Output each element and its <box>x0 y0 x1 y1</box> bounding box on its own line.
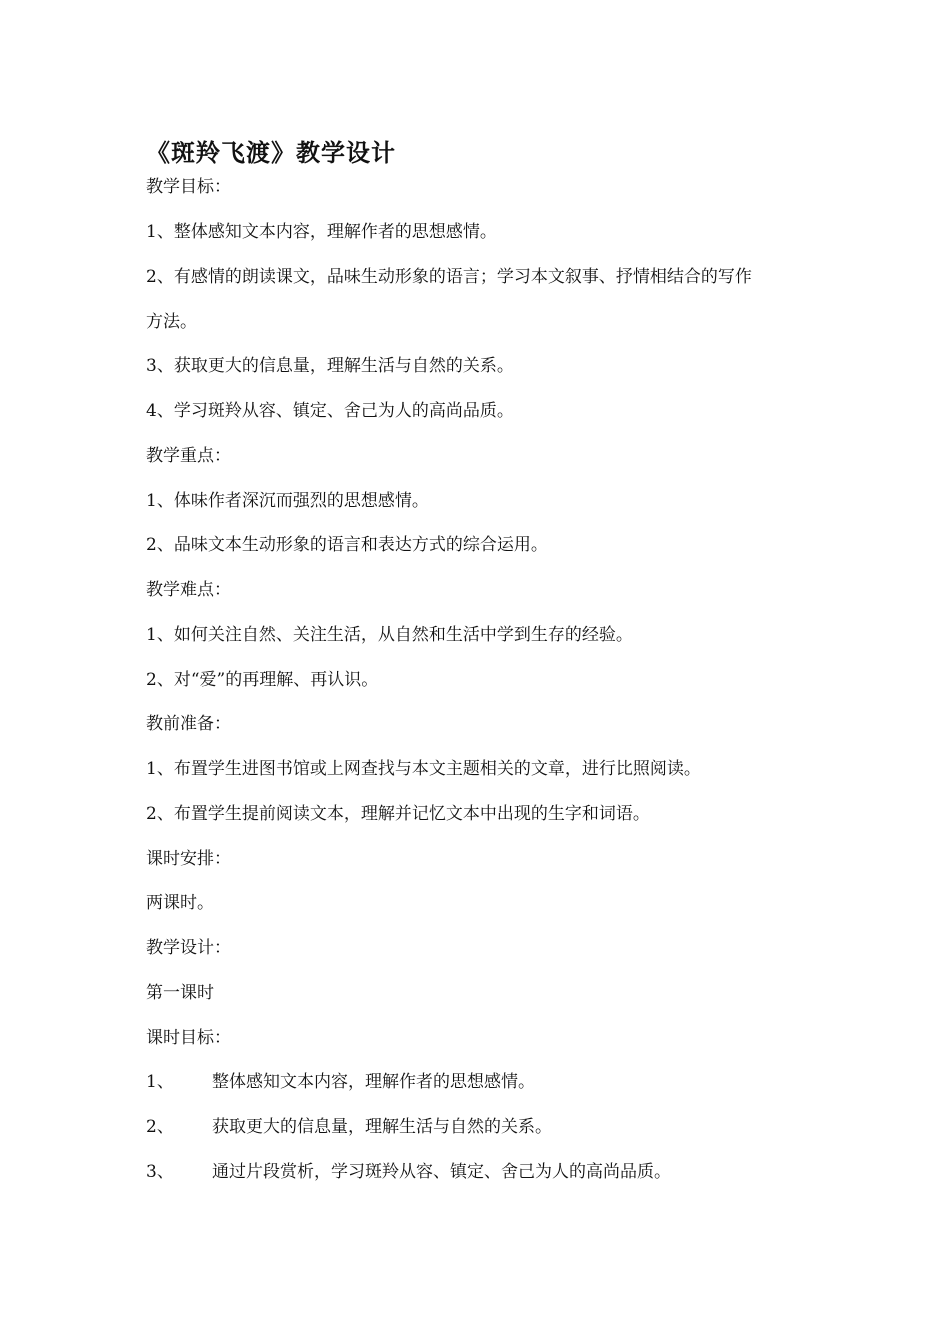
section-heading-schedule: 课时安排： <box>146 849 231 869</box>
numbered-goal <box>146 1162 671 1182</box>
goal-number: 2、 <box>146 1117 174 1137</box>
section-heading-difficulties: 教学难点： <box>146 580 231 600</box>
numbered-goal <box>146 1072 535 1092</box>
paragraph: 1、布置学生进图书馆或上网查找与本文主题相关的文章，进行比照阅读。 <box>146 759 701 779</box>
section-heading-preparation: 教前准备： <box>146 714 231 734</box>
paragraph: 4、学习斑羚从容、镇定、舍己为人的高尚品质。 <box>146 401 514 421</box>
document-title: 《斑羚飞渡》教学设计 <box>146 138 396 167</box>
goal-text: 通过片段赏析，学习斑羚从容、镇定、舍己为人的高尚品质。 <box>212 1162 671 1182</box>
paragraph: 1、整体感知文本内容，理解作者的思想感情。 <box>146 222 497 242</box>
goal-number: 3、 <box>146 1162 174 1182</box>
paragraph: 1、体味作者深沉而强烈的思想感情。 <box>146 491 429 511</box>
paragraph: 1、如何关注自然、关注生活，从自然和生活中学到生存的经验。 <box>146 625 633 645</box>
paragraph: 2、对“爱”的再理解、再认识。 <box>146 670 379 690</box>
paragraph: 2、品味文本生动形象的语言和表达方式的综合运用。 <box>146 535 548 555</box>
goal-number: 1、 <box>146 1072 174 1092</box>
paragraph: 方法。 <box>146 312 197 332</box>
numbered-goal <box>146 1117 552 1137</box>
paragraph: 2、有感情的朗读课文，品味生动形象的语言；学习本文叙事、抒情相结合的写作 <box>146 267 752 287</box>
section-heading-objectives: 教学目标： <box>146 177 231 197</box>
section-heading-design: 教学设计： <box>146 938 231 958</box>
goal-text: 获取更大的信息量，理解生活与自然的关系。 <box>212 1117 552 1137</box>
subheading-first-lesson: 第一课时 <box>146 983 214 1003</box>
goal-text: 整体感知文本内容，理解作者的思想感情。 <box>212 1072 535 1092</box>
paragraph: 3、获取更大的信息量，理解生活与自然的关系。 <box>146 356 514 376</box>
section-heading-key-points: 教学重点： <box>146 446 231 466</box>
paragraph: 2、布置学生提前阅读文本，理解并记忆文本中出现的生字和词语。 <box>146 804 650 824</box>
section-heading-lesson-goals: 课时目标： <box>146 1028 231 1048</box>
paragraph: 两课时。 <box>146 893 214 913</box>
